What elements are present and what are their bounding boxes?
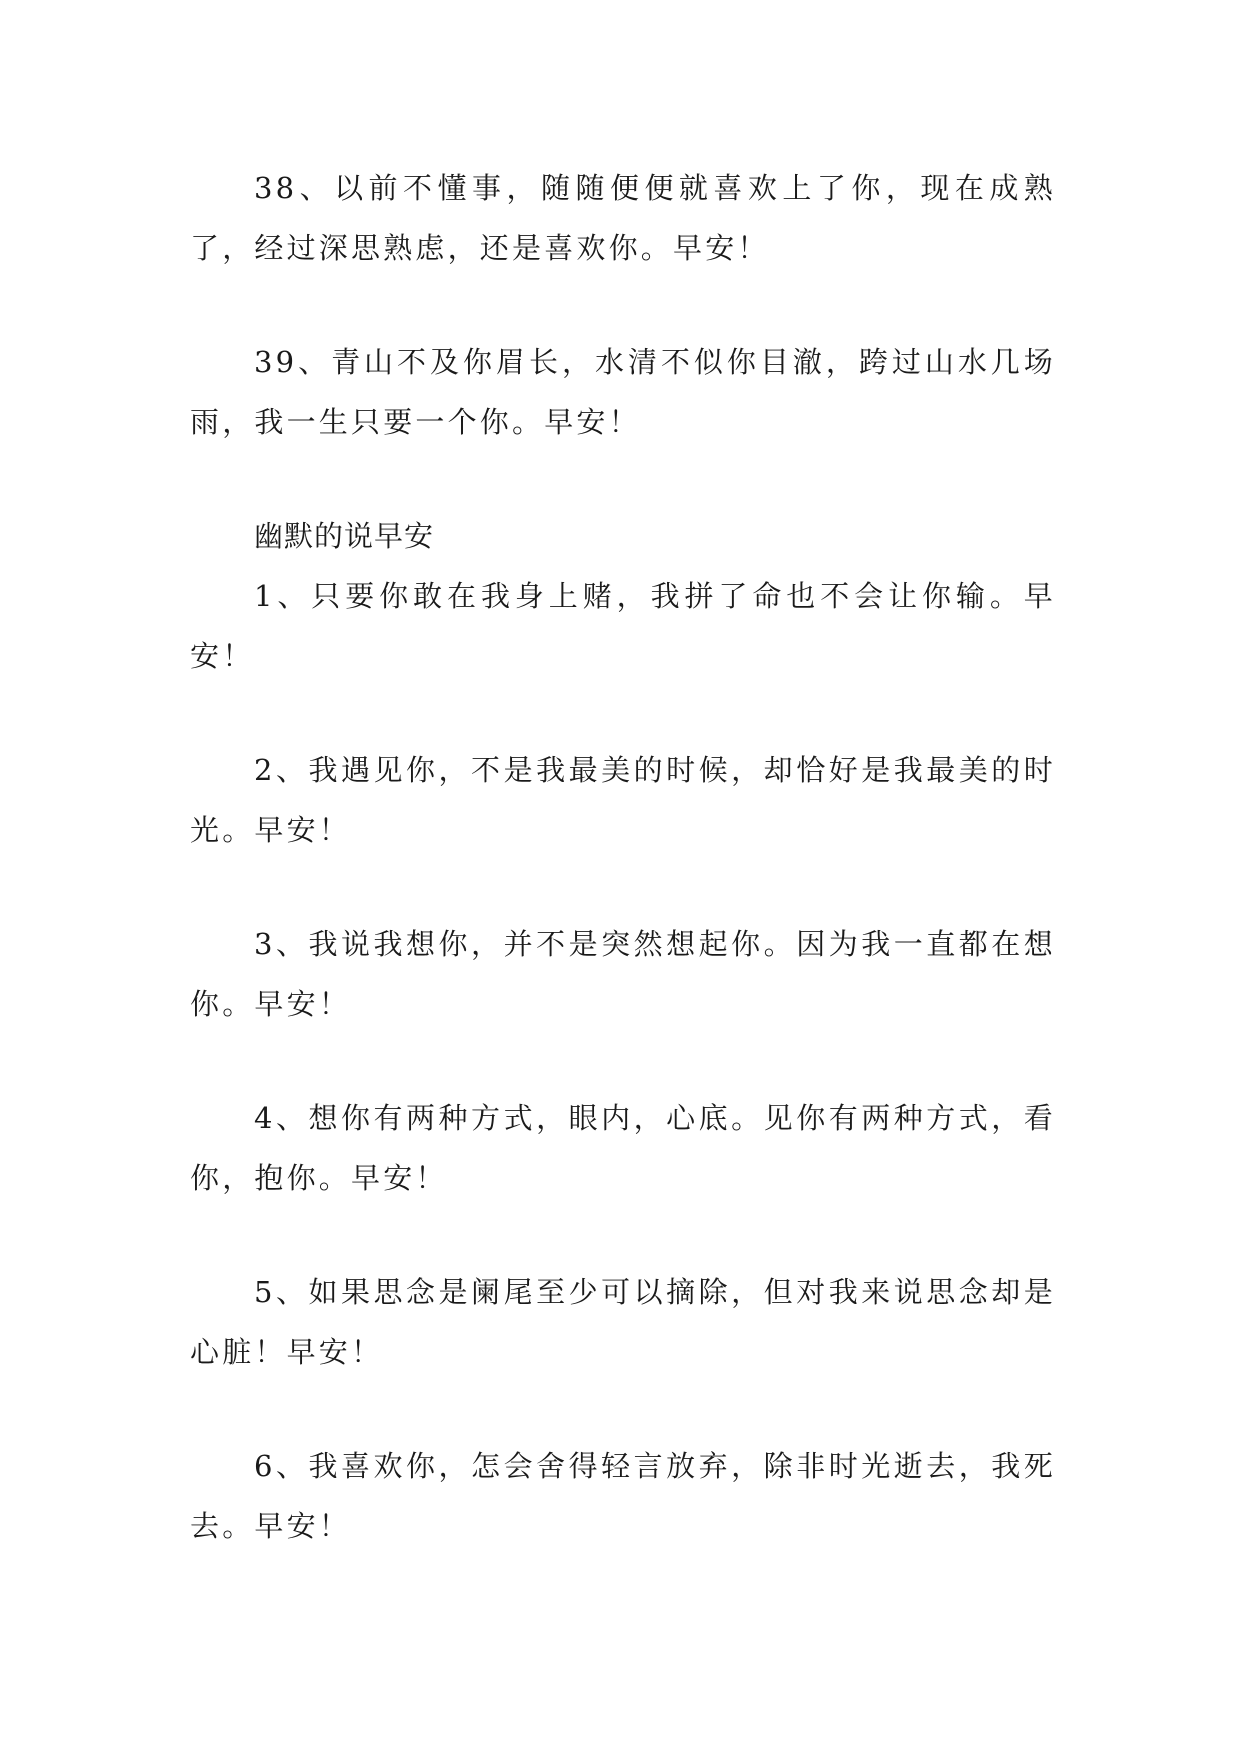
paragraph-38: 38、以前不懂事，随随便便就喜欢上了你，现在成熟了，经过深思熟虑，还是喜欢你。早安！ <box>190 171 1056 265</box>
document-body <box>190 158 1056 1556</box>
paragraph-1: 1、只要你敢在我身上赌，我拼了命也不会让你输。早安！ <box>190 579 1056 673</box>
paragraph-4: 4、想你有两种方式，眼内，心底。见你有两种方式，看你，抱你。早安！ <box>190 1101 1056 1195</box>
paragraph-6: 6、我喜欢你，怎会舍得轻言放弃，除非时光逝去，我死去。早安！ <box>190 1449 1056 1543</box>
paragraph-3: 3、我说我想你，并不是突然想起你。因为我一直都在想你。早安！ <box>190 927 1056 1021</box>
paragraph-5: 5、如果思念是阑尾至少可以摘除，但对我来说思念却是心脏！早安！ <box>190 1275 1056 1369</box>
paragraph-39: 39、青山不及你眉长，水清不似你目澈，跨过山水几场雨，我一生只要一个你。早安！ <box>190 345 1056 439</box>
paragraph-2: 2、我遇见你，不是我最美的时候，却恰好是我最美的时光。早安！ <box>190 753 1056 847</box>
section-heading: 幽默的说早安 <box>254 519 435 553</box>
